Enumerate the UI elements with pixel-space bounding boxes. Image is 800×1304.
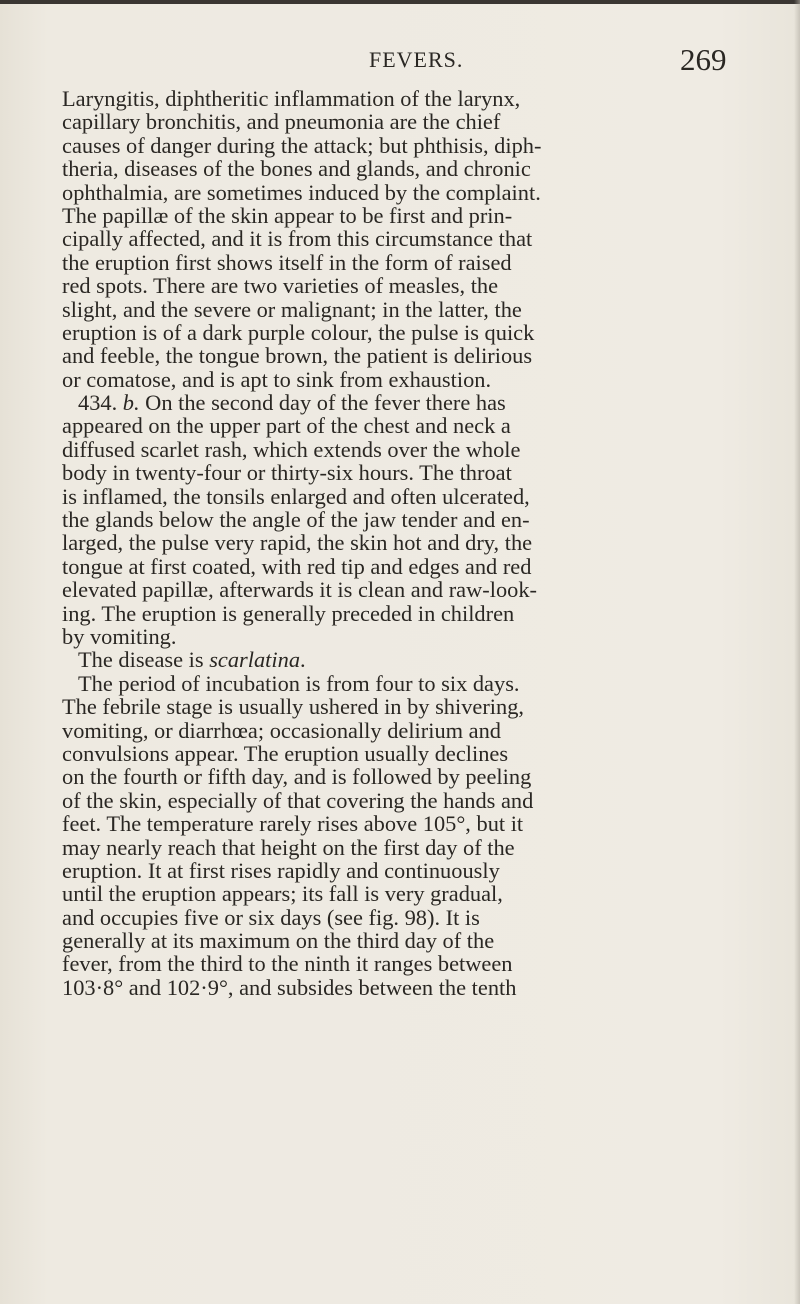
text-line: or comatose, and is apt to sink from exhaustion.: [62, 366, 492, 392]
text-line: the eruption first shows itself in the form of raised: [62, 249, 512, 275]
diagnosis-suffix: .: [300, 647, 306, 673]
text-line: is inflamed, the tonsils enlarged and often ulcerated,: [62, 483, 530, 509]
text-line: eruption. It at first rises rapidly and continuously: [62, 857, 500, 883]
section-number: 434.: [78, 390, 123, 416]
text-line: tongue at first coated, with red tip and edges and red: [62, 553, 532, 579]
diagnosis-prefix: The disease is: [78, 647, 210, 673]
diagnosis-line: [62, 648, 772, 671]
running-title: FEVERS.: [369, 47, 464, 72]
page-top-edge: [0, 0, 800, 4]
running-head: [0, 40, 800, 80]
text-line: fever, from the third to the ninth it ranges between: [62, 951, 513, 977]
text-line: appeared on the upper part of the chest and neck a: [62, 413, 511, 439]
text-line: Laryngitis, diphtheritic inflammation of the larynx,: [62, 86, 521, 111]
text-line: of the skin, especially of that covering the hands and: [62, 787, 534, 813]
text-line: The papillæ of the skin appear to be first and prin-: [62, 202, 513, 228]
text-line: may nearly reach that height on the first day of the: [62, 834, 515, 860]
text-line: eruption is of a dark purple colour, the pulse is quick: [62, 319, 535, 345]
body-text: [62, 87, 772, 999]
text-line: cipally affected, and it is from this circumstance that: [62, 226, 533, 252]
text-line: The period of incubation is from four to six days.: [78, 670, 520, 696]
text-line: larged, the pulse very rapid, the skin hot and dry, the: [62, 530, 533, 556]
text-line: 103·8° and 102·9°, and subsides between the tenth: [62, 974, 517, 1000]
page-number: 269: [680, 42, 727, 77]
section-434-line: [62, 391, 772, 414]
text-line: on the fourth or fifth day, and is followed by peeling: [62, 764, 532, 790]
text-line: and feeble, the tongue brown, the patient is delirious: [62, 343, 533, 369]
text-line: theria, diseases of the bones and glands, and chronic: [62, 156, 531, 182]
text-line: and occupies five or six days (see fig. 98). It is: [62, 904, 480, 930]
text-line: body in twenty-four or thirty-six hours. The throat: [62, 460, 512, 486]
text-line: elevated papillæ, afterwards it is clean and raw-look-: [62, 577, 537, 603]
text-line: The febrile stage is usually ushered in by shivering,: [62, 694, 525, 720]
text-line: by vomiting.: [62, 623, 177, 649]
text-line: ophthalmia, are sometimes induced by the complaint.: [62, 179, 541, 205]
text-line: the glands below the angle of the jaw tender and en-: [62, 507, 530, 533]
text-line: slight, and the severe or malignant; in the latter, the: [62, 296, 522, 322]
text-line: diffused scarlet rash, which extends over the whole: [62, 436, 521, 462]
text-line: generally at its maximum on the third day of the: [62, 928, 495, 954]
text-line: feet. The temperature rarely rises above 105°, but it: [62, 811, 524, 837]
text-line: capillary bronchitis, and pneumonia are the chief: [62, 109, 501, 135]
section-text: On the second day of the fever there has: [139, 390, 506, 416]
text-line: vomiting, or diarrhœa; occasionally delirium and: [62, 717, 501, 743]
diagnosis-name: scarlatina: [209, 647, 301, 673]
text-line: convulsions appear. The eruption usually declines: [62, 740, 509, 766]
page-right-edge: [794, 0, 800, 1304]
text-line: red spots. There are two varieties of measles, the: [62, 273, 499, 299]
section-letter: b.: [122, 390, 140, 416]
text-line: ing. The eruption is generally preceded in children: [62, 600, 515, 626]
text-line: causes of danger during the attack; but phthisis, diph-: [62, 132, 542, 158]
text-line: until the eruption appears; its fall is very gradual,: [62, 881, 503, 907]
